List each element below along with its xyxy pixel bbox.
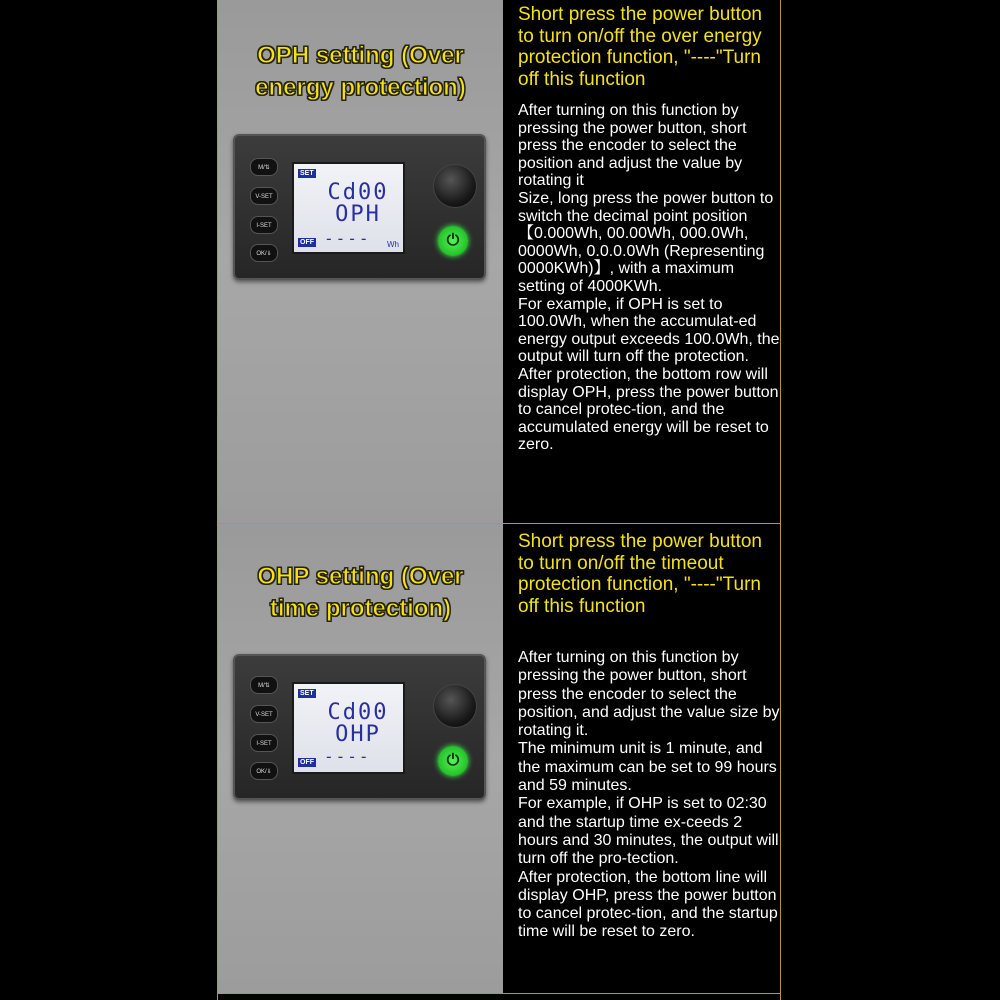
power-button[interactable] bbox=[438, 226, 468, 256]
ok-button[interactable]: OK/⇓ bbox=[250, 244, 278, 262]
power-icon: ⏻ bbox=[446, 232, 460, 249]
ohp-paragraph: After turning on this function by pressing the power button, short press the encoder to select the position, and adjust the value size by rotating it. bbox=[518, 649, 780, 740]
oph-paragraph: After protection, the bottom row will display OPH, press the power button to cancel protec-tion, and the accumulated energy will be reset to zero. bbox=[518, 365, 779, 454]
lcd-line2: OHP bbox=[335, 722, 381, 747]
lcd-unit: Wh bbox=[387, 240, 399, 249]
oph-description bbox=[518, 102, 780, 454]
lcd-dashes: ---- bbox=[324, 747, 371, 766]
lcd-off-tag: OFF bbox=[300, 239, 314, 246]
oph-text-panel bbox=[503, 0, 780, 523]
ohp-headline: Short press the power button to turn on/off the timeout protection function, "----"Turn off this function bbox=[518, 531, 762, 617]
ok-button[interactable]: OK/⇓ bbox=[250, 762, 278, 780]
lcd-dashes: ---- bbox=[324, 229, 371, 248]
ohp-paragraph: For example, if OHP is set to 02:30 and the startup time ex-ceeds 2 hours and 30 minutes, the output will turn off the pro-tection. bbox=[518, 795, 779, 868]
lcd-line2: OPH bbox=[335, 202, 381, 227]
i-set-button[interactable]: I-SET bbox=[250, 216, 278, 234]
lcd-off-tag: OFF bbox=[300, 759, 314, 766]
lcd-line1: Cd00 bbox=[327, 180, 389, 205]
ohp-paragraph: After protection, the bottom line will display OHP, press the power button to cancel protec-tion, and the startup time will be reset to zero. bbox=[518, 868, 778, 941]
v-set-button[interactable]: V-SET bbox=[250, 187, 278, 205]
oph-image-panel bbox=[218, 0, 503, 523]
oph-paragraph: After turning on this function by pressing the power button, short press the encoder to select the position and adjust the value by rotating it bbox=[518, 102, 747, 190]
power-supply-device bbox=[233, 654, 486, 800]
oph-paragraph: For example, if OPH is set to 100.0Wh, when the accumulat-ed energy output exceeds 100.0Wh, the output will turn off the protection. bbox=[518, 295, 780, 366]
ohp-paragraph: The minimum unit is 1 minute, and the maximum can be set to 99 hours and 59 minutes. bbox=[518, 740, 777, 795]
oph-title-line2: energy protection) bbox=[255, 74, 466, 101]
lcd-line1: Cd00 bbox=[327, 700, 389, 725]
ohp-title-line1: OHP setting (Over bbox=[257, 563, 464, 590]
lcd-display bbox=[292, 162, 405, 254]
oph-paragraph: Size, long press the power button to switch the decimal point position 【0.000Wh, 00.00Wh, 000.0Wh, 0000Wh, 0.0.0.0Wh (Representing 0000KWh)】, with a maximum setting of 4000KWh. bbox=[518, 189, 774, 295]
power-icon: ⏻ bbox=[446, 752, 460, 769]
v-set-button[interactable]: V-SET bbox=[250, 705, 278, 723]
mode-button[interactable]: M/⇅ bbox=[250, 158, 278, 176]
section-divider bbox=[217, 993, 781, 994]
ohp-title-line2: time protection) bbox=[269, 595, 452, 622]
lcd-display bbox=[292, 682, 405, 774]
power-supply-device bbox=[233, 134, 486, 280]
ohp-text-panel bbox=[503, 524, 780, 993]
oph-headline: Short press the power button to turn on/off the over energy protection function, "----"Turn off this function bbox=[518, 4, 762, 90]
ohp-image-panel bbox=[218, 524, 503, 993]
lcd-set-tag: SET bbox=[300, 690, 314, 697]
lcd-set-tag: SET bbox=[300, 170, 314, 177]
power-button[interactable] bbox=[438, 746, 468, 776]
i-set-button[interactable]: I-SET bbox=[250, 734, 278, 752]
mode-button[interactable]: M/⇅ bbox=[250, 676, 278, 694]
oph-title-line1: OPH setting (Over bbox=[257, 42, 464, 69]
encoder-knob[interactable] bbox=[433, 684, 477, 728]
encoder-knob[interactable] bbox=[433, 164, 477, 208]
ohp-description bbox=[518, 649, 780, 942]
